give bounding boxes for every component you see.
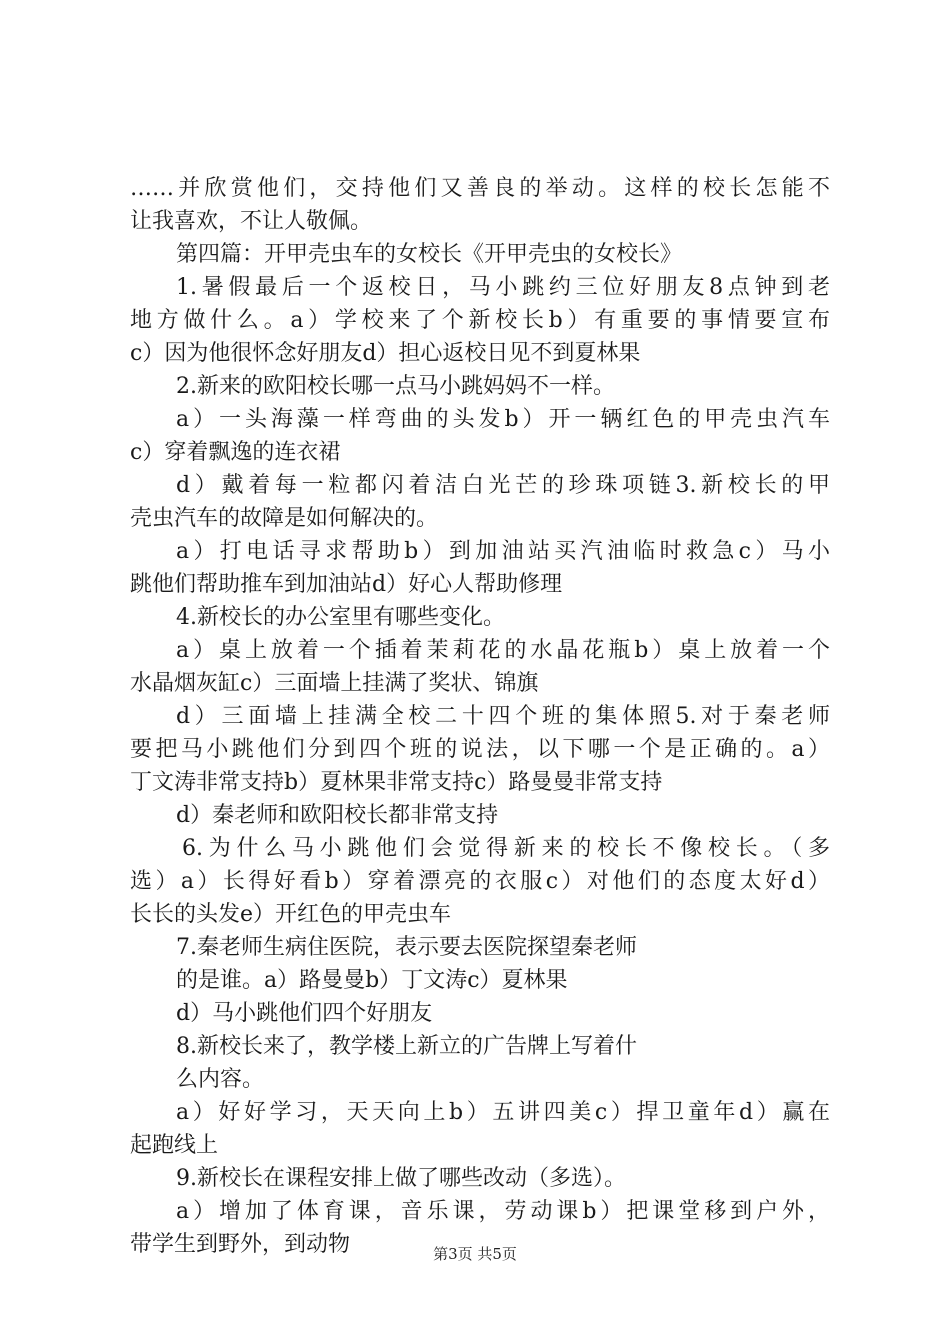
question-2: 2.新来的欧阳校长哪一点马小跳妈妈不一样。 [176, 374, 615, 399]
text-line: d）马小跳他们四个好朋友 [176, 1001, 433, 1026]
question-8: 8.新校长来了，教学楼上新立的广告牌上写着什 [176, 1034, 637, 1059]
question-9: 9.新校长在课程安排上做了哪些改动（多选）。 [176, 1166, 626, 1191]
text-line: c）因为他很怀念好朋友d）担心返校日见不到夏林果 [130, 341, 641, 366]
text-line: ……并欣赏他们，交持他们又善良的举动。这样的校长怎能不 [130, 176, 830, 201]
text-line: 的是谁。a）路曼曼b）丁文涛c）夏林果 [176, 968, 568, 993]
text-line: 么内容。 [176, 1067, 265, 1092]
question-4: 4.新校长的办公室里有哪些变化。 [176, 605, 505, 630]
text-line: a）一头海藻一样弯曲的头发b）开一辆红色的甲壳虫汽车 [176, 407, 830, 432]
section-heading: 第四篇：开甲壳虫车的女校长《开甲壳虫的女校长》 [176, 242, 683, 267]
text-line: 丁文涛非常支持b）夏林果非常支持c）路曼曼非常支持 [130, 770, 663, 795]
question-7: 7.秦老师生病住医院，表示要去医院探望秦老师 [176, 935, 637, 960]
text-line: 带学生到野外，到动物 [130, 1232, 351, 1257]
text-line: d）秦老师和欧阳校长都非常支持 [176, 803, 499, 828]
page-footer: 第3页 共5页 [433, 1245, 517, 1263]
text-line: a）桌上放着一个插着茉莉花的水晶花瓶b）桌上放着一个 [176, 638, 830, 663]
text-line: 水晶烟灰缸c）三面墙上挂满了奖状、锦旗 [130, 671, 539, 696]
text-line: 壳虫汽车的故障是如何解决的。 [130, 506, 439, 531]
text-line: a）好好学习，天天向上b）五讲四美c）捍卫童年d）赢在 [176, 1100, 830, 1125]
text-line: d）戴着每一粒都闪着洁白光芒的珍珠项链3.新校长的甲 [176, 473, 830, 498]
text-line: 起跑线上 [130, 1133, 219, 1158]
text-line: 选）a）长得好看b）穿着漂亮的衣服c）对他们的态度太好d） [130, 869, 830, 894]
question-1: 1.暑假最后一个返校日，马小跳约三位好朋友8点钟到老 [176, 275, 830, 300]
text-line: 跳他们帮助推车到加油站d）好心人帮助修理 [130, 572, 563, 597]
text-line: d）三面墙上挂满全校二十四个班的集体照5.对于秦老师 [176, 704, 830, 729]
text-line: c）穿着飘逸的连衣裙 [130, 440, 341, 465]
question-6: 6.为什么马小跳他们会觉得新来的校长不像校长。（多 [182, 836, 830, 861]
text-line: 让我喜欢，不让人敬佩。 [130, 209, 373, 234]
text-line: 地方做什么。a）学校来了个新校长b）有重要的事情要宣布 [130, 308, 830, 333]
text-line: 要把马小跳他们分到四个班的说法，以下哪一个是正确的。a） [130, 737, 830, 762]
text-line: a）打电话寻求帮助b）到加油站买汽油临时救急c）马小 [176, 539, 830, 564]
text-line: a）增加了体育课，音乐课，劳动课b）把课堂移到户外， [176, 1199, 830, 1224]
text-line: 长长的头发e）开红色的甲壳虫车 [130, 902, 452, 927]
